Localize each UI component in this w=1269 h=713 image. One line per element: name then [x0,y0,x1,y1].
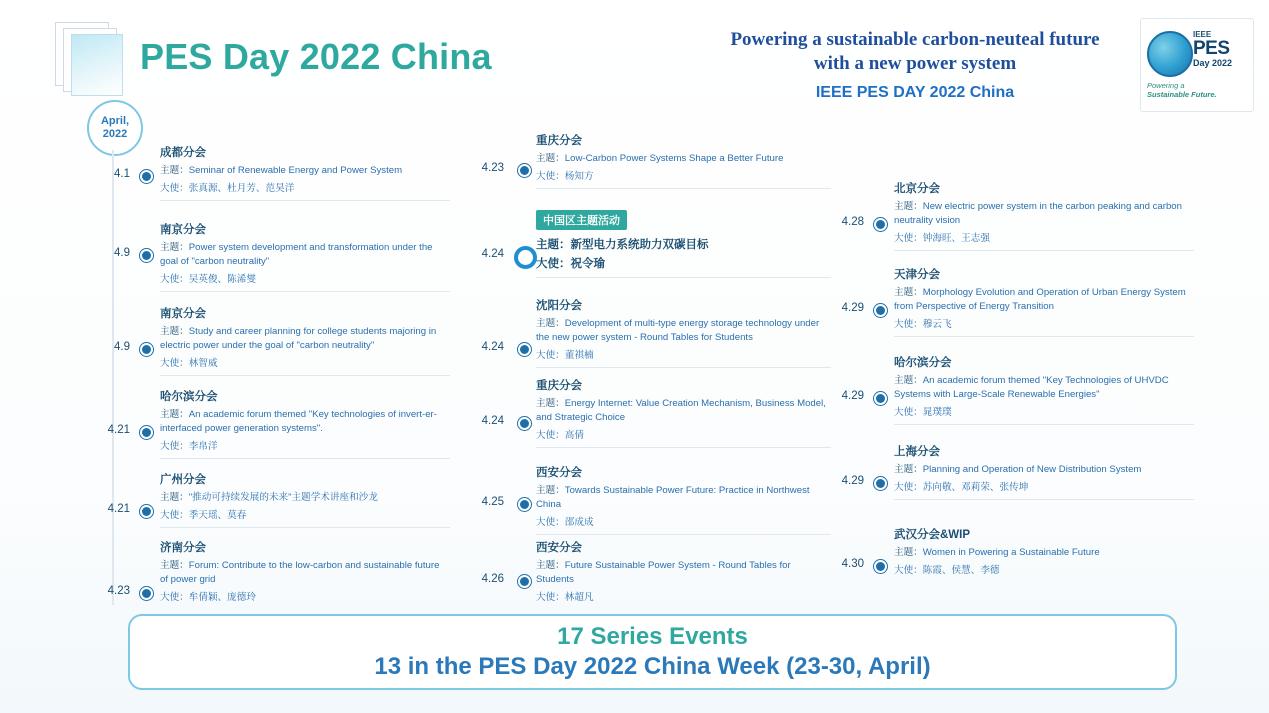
ieee-pes-day-badge [1140,18,1254,112]
event-venue: 西安分会 [536,542,582,554]
event-date: 4.25 [481,496,504,508]
event-venue: 武汉分会&WIP [894,529,971,541]
ambassador-label: 大使： [894,564,923,576]
event-ambassador: 钟海旺、王志强 [922,232,990,244]
event-topic-row [536,559,831,587]
globe-icon [1147,31,1193,77]
event-ambassador-row [894,562,1194,576]
event-venue: 南京分会 [160,308,206,320]
event-ambassador-row [160,355,450,369]
ambassador-label: 大使： [160,440,189,452]
event-card [894,443,1194,500]
event-ambassador: 高倩 [564,429,584,441]
event-date: 4.23 [107,585,130,597]
event-date: 4.24 [481,248,504,260]
event-card [536,297,831,368]
topic-label: 主题： [894,547,923,558]
event-card [894,526,1194,582]
event-card [536,377,831,448]
featured-tag: 中国区主题活动 [536,210,627,230]
badge-day-label: Day 2022 [1193,58,1233,69]
topic-label: 主题： [536,398,565,409]
event-date: 4.1 [114,168,130,180]
event-ambassador-row [160,589,450,603]
event-venue: 哈尔滨分会 [894,357,952,369]
event-ambassador-row [536,427,831,441]
event-date: 4.29 [841,475,864,487]
event-card [160,539,450,609]
event-topic: New electric power system in the carbon peaking and carbon neutrality vision [894,201,1182,226]
event-ambassador-row [160,438,450,452]
slogan-line-1: Powering a sustainable carbon-neuteal future [730,29,1100,50]
event-ambassador: 祝令瑜 [570,258,605,270]
event-ambassador: 张真源、杜月芳、范昊洋 [188,182,295,194]
event-venue: 沈阳分会 [536,300,582,312]
topic-label: 主题： [536,485,565,496]
ambassador-label: 大使： [894,318,923,330]
event-topic: Energy Internet: Value Creation Mechanism, Business Model, and Strategic Choice [536,398,826,423]
event-card [160,144,450,201]
event-venue: 成都分会 [160,147,206,159]
event-ambassador-row [894,479,1194,493]
event-ambassador-row [536,255,831,271]
event-venue: 重庆分会 [536,380,582,392]
ambassador-label: 大使： [894,406,923,418]
event-ambassador: 穆云飞 [922,318,952,330]
ambassador-label: 大使： [536,591,565,603]
badge-ieee-label: IEEE [1193,30,1212,39]
timeline-dot [874,477,887,490]
ambassador-label: 大使： [160,591,189,603]
event-topic-row [160,408,450,436]
event-venue: 重庆分会 [536,135,582,147]
topic-label: 主题： [160,326,189,337]
event-topic-row [894,546,1194,560]
timeline-dot [518,417,531,430]
topic-label: 主题： [536,318,565,329]
event-topic-row [894,463,1194,477]
event-date: 4.21 [107,424,130,436]
topic-label: 主题： [536,239,571,251]
event-topic: An academic forum themed "Key technologies of invert-er-interfaced power generation systems". [160,409,437,434]
timeline-dot [874,560,887,573]
event-card [160,388,450,459]
event-ambassador-row [160,271,450,285]
event-topic-row [894,200,1194,228]
topic-label: 主题： [894,201,923,212]
event-date: 4.21 [107,503,130,515]
event-card [894,266,1194,337]
timeline-dot [874,218,887,231]
ambassador-label: 大使： [894,481,923,493]
event-topic-row [536,152,831,166]
event-topic-row [160,325,450,353]
badge-tagline-2: Sustainable Future. [1147,90,1217,100]
event-date: 4.29 [841,390,864,402]
event-card [894,180,1194,251]
event-ambassador: 吴英俊、陈浠燮 [188,273,256,285]
logo-mark [55,22,127,100]
event-topic: Low-Carbon Power Systems Shape a Better Future [564,153,784,164]
ambassador-label: 大使： [160,273,189,285]
event-ambassador: 牟倩颖、庞德玲 [188,591,256,603]
event-topic: Study and career planning for college students majoring in electric power under the goal of "carbon neutrality" [160,326,437,351]
event-topic-row [894,286,1194,314]
event-ambassador: 董祺楠 [564,349,594,361]
timeline-dot [140,170,153,183]
event-date: 4.30 [841,558,864,570]
event-ambassador: 林超凡 [564,591,594,603]
event-ambassador: 杨知方 [564,170,594,182]
event-ambassador: 李帛洋 [188,440,218,452]
summary-line-2: 13 in the PES Day 2022 China Week (23-30, April) [374,653,931,680]
event-topic-row [536,317,831,345]
event-topic-row [160,164,450,178]
event-card [536,464,831,535]
event-topic: Development of multi-type energy storage technology under the new power system - Round Tables for Students [536,318,820,343]
event-date: 4.9 [114,247,130,259]
event-ambassador-row [160,180,450,194]
event-ambassador: 邵成成 [564,516,594,528]
event-ambassador-row [536,589,831,603]
topic-label: 主题： [160,242,189,253]
event-venue: 西安分会 [536,467,582,479]
event-topic: Towards Sustainable Power Future: Practice in Northwest China [536,485,810,510]
event-topic: 新型电力系统助力双碳目标 [570,239,709,251]
timeline-dot [518,575,531,588]
date-bubble-year: 2022 [102,128,128,140]
badge-pes-label: PES [1193,38,1230,60]
event-ambassador: 陈霞、侯慧、李德 [922,564,1000,576]
event-topic: An academic forum themed "Key Technologies of UHVDC Systems with Large-Scale Renewable Energies" [894,375,1169,400]
event-topic: Forum: Contribute to the low-carbon and sustainable future of power grid [160,560,440,585]
timeline-date-bubble [87,100,143,156]
timeline-dot [874,392,887,405]
event-ambassador-row [894,316,1194,330]
ambassador-label: 大使： [536,516,565,528]
event-venue: 哈尔滨分会 [160,391,218,403]
event-card [894,354,1194,425]
event-card [536,539,831,609]
event-ambassador: 晁璞璞 [922,406,952,418]
event-ambassador-row [536,168,831,182]
event-ambassador-row [536,347,831,361]
topic-label: 主题： [160,409,189,420]
timeline-dot [140,587,153,600]
topic-label: 主题： [536,560,565,571]
ambassador-label: 大使： [160,357,189,369]
event-ambassador-row [894,230,1194,244]
topic-label: 主题： [160,165,189,176]
timeline-dot [518,343,531,356]
event-topic-row [536,484,831,512]
logo-square-front [71,34,123,96]
event-topic-row [160,241,450,269]
timeline-dot [140,343,153,356]
topic-label: 主题： [894,287,923,298]
slogan-line-3: IEEE PES DAY 2022 China [815,83,1015,101]
event-date: 4.29 [841,302,864,314]
event-venue: 济南分会 [160,542,206,554]
event-card [160,305,450,376]
event-venue: 天津分会 [894,269,940,281]
page-title: PES Day 2022 China [140,36,492,77]
event-ambassador: 苏向敬、邓莉荣、张传坤 [922,481,1029,493]
summary-banner [128,614,1177,690]
event-topic-row [160,559,450,587]
event-date: 4.28 [841,216,864,228]
ambassador-label: 大使： [536,258,571,270]
event-topic-row [536,236,831,252]
event-ambassador-row [536,514,831,528]
event-topic-row [894,374,1194,402]
event-topic: Morphology Evolution and Operation of Urban Energy System from Perspective of Energy Transition [894,287,1186,312]
ambassador-label: 大使： [536,429,565,441]
ambassador-label: 大使： [160,509,189,521]
date-bubble-month: April, [100,115,130,128]
timeline-dot-featured [514,246,537,269]
ambassador-label: 大使： [160,182,189,194]
event-topic: "推动可持续发展的未来"主题学术讲座和沙龙 [188,492,378,503]
ambassador-label: 大使： [894,232,923,244]
event-topic: Future Sustainable Power System - Round Tables for Students [536,560,791,585]
event-topic: Power system development and transformation under the goal of "carbon neutrality" [160,242,433,267]
event-venue: 北京分会 [894,183,940,195]
event-topic: Women in Powering a Sustainable Future [922,547,1100,558]
event-ambassador: 林智威 [188,357,218,369]
timeline-dot [874,304,887,317]
event-date: 4.23 [481,162,504,174]
ambassador-label: 大使： [536,170,565,182]
timeline-dot [518,164,531,177]
topic-label: 主题： [894,464,923,475]
timeline-dot [518,498,531,511]
topic-label: 主题： [160,560,189,571]
summary-line-1: 17 Series Events [557,623,748,650]
timeline-axis [112,150,114,605]
event-topic: Planning and Operation of New Distribution System [922,464,1142,475]
event-date: 4.24 [481,415,504,427]
timeline-dot [140,249,153,262]
event-date: 4.9 [114,341,130,353]
event-venue: 南京分会 [160,224,206,236]
topic-label: 主题： [536,153,565,164]
topic-label: 主题： [160,492,189,503]
event-topic-row [160,491,450,505]
event-topic: Seminar of Renewable Energy and Power System [188,165,403,176]
event-ambassador: 季天瑶、莫春 [188,509,247,521]
timeline-dot [140,505,153,518]
ambassador-label: 大使： [536,349,565,361]
topic-label: 主题： [894,375,923,386]
event-date: 4.24 [481,341,504,353]
event-card [536,210,831,278]
event-card [536,132,831,189]
event-venue: 上海分会 [894,446,940,458]
badge-tagline [1147,81,1217,100]
event-card [160,471,450,528]
event-date: 4.26 [481,573,504,585]
badge-tagline-1: Powering a [1147,81,1185,90]
badge-text [1193,31,1232,69]
slogan-line-2: with a new power system [813,52,1017,74]
timeline-dot [140,426,153,439]
event-card [160,221,450,292]
event-venue: 广州分会 [160,474,206,486]
event-ambassador-row [160,507,450,521]
event-ambassador-row [894,404,1194,418]
event-topic-row [536,397,831,425]
slogan [700,28,1130,103]
